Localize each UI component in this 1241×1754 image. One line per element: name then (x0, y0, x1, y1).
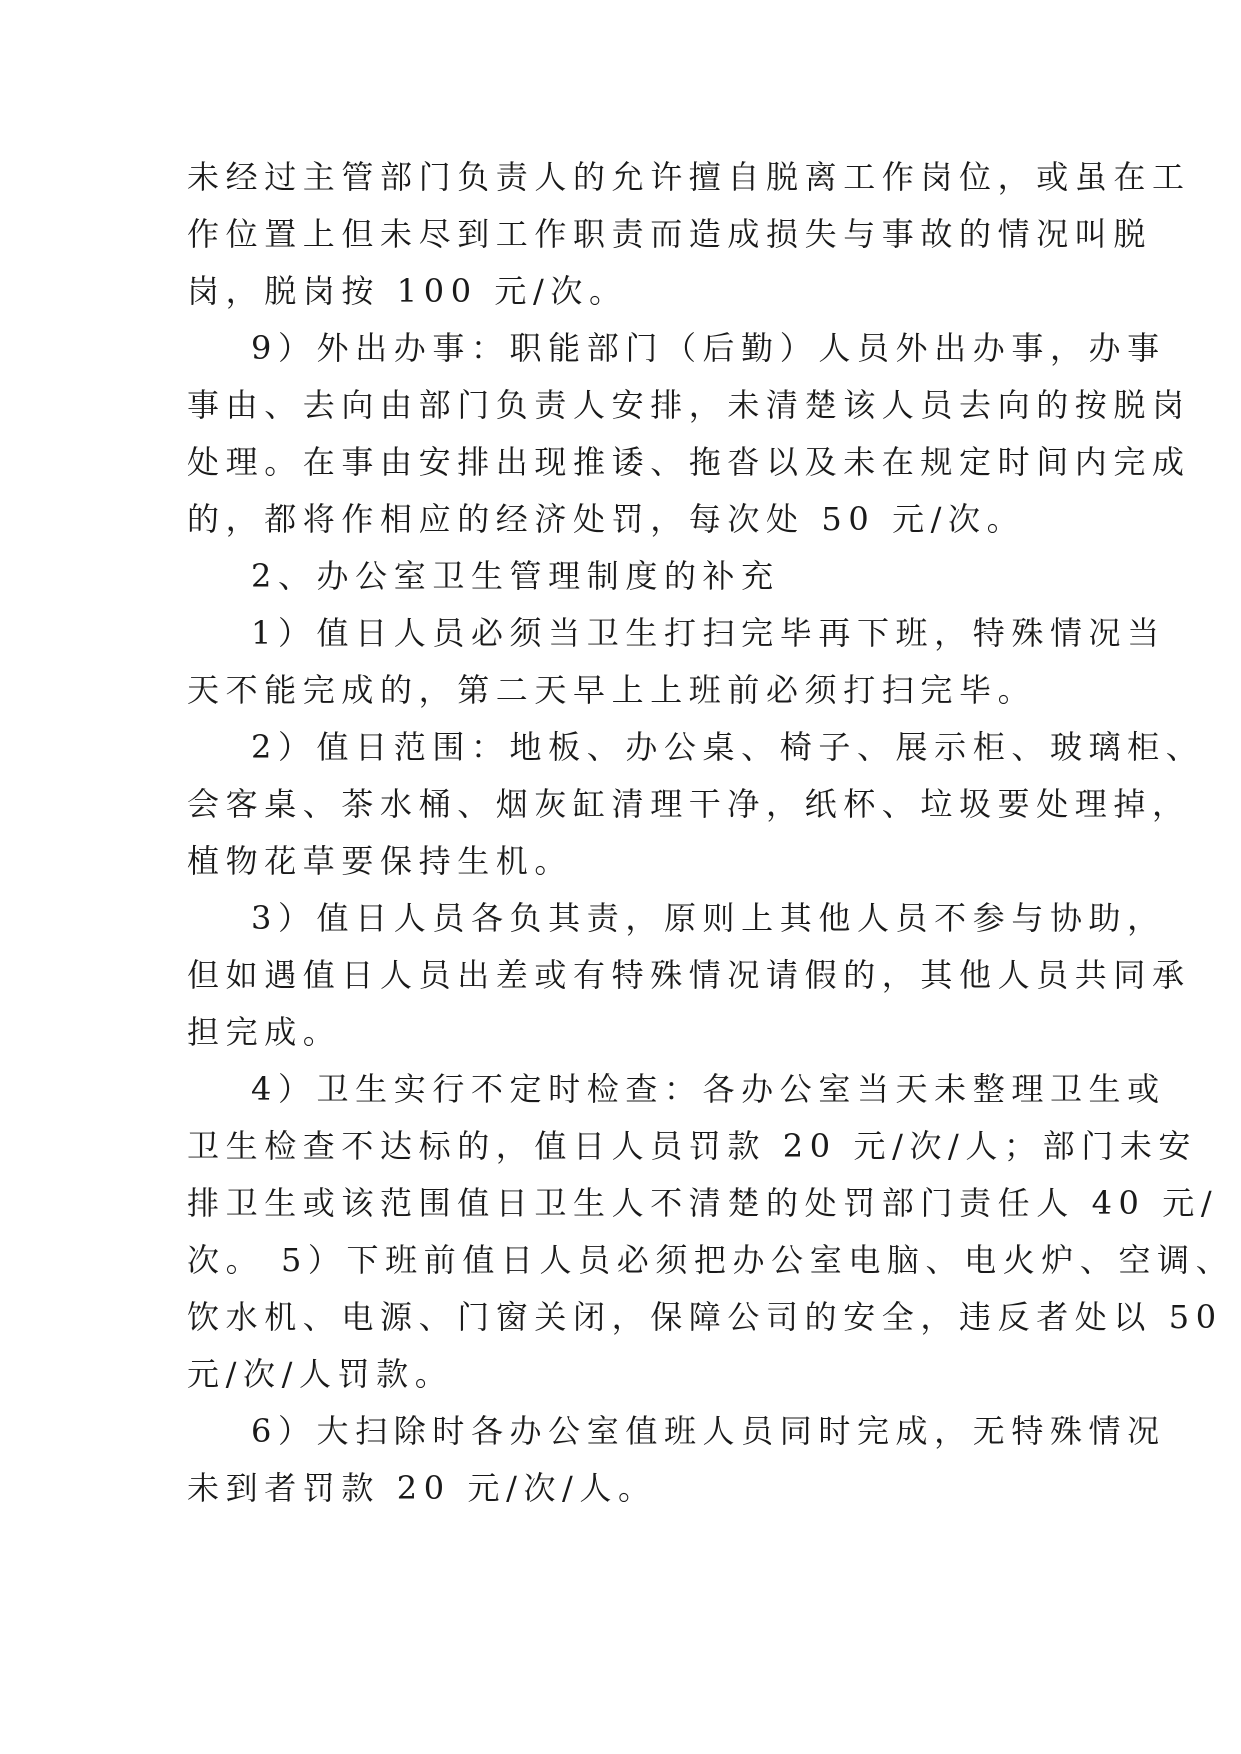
text-line: 2）值日范围：地板、办公桌、椅子、展示柜、玻璃柜、 (251, 728, 1205, 766)
text-line: 卫生检查不达标的，值日人员罚款 20 元/次/人；部门未安 (187, 1127, 1198, 1165)
text-line: 1）值日人员必须当卫生打扫完毕再下班，特殊情况当 (251, 614, 1166, 652)
text-line: 未到者罚款 20 元/次/人。 (187, 1469, 657, 1507)
text-line: 饮水机、电源、门窗关闭，保障公司的安全，违反者处以 50 (187, 1298, 1223, 1336)
text-line: 天不能完成的，第二天早上上班前必须打扫完毕。 (187, 671, 1037, 709)
text-line: 植物花草要保持生机。 (187, 842, 574, 880)
text-line: 9）外出办事：职能部门（后勤）人员外出办事，办事 (251, 329, 1166, 367)
text-line: 会客桌、茶水桶、烟灰缸清理干净，纸杯、垃圾要处理掉， (187, 785, 1191, 823)
text-line: 处理。在事由安排出现推诿、拖沓以及未在规定时间内完成 (187, 443, 1191, 481)
text-line: 排卫生或该范围值日卫生人不清楚的处罚部门责任人 40 元/ (187, 1184, 1219, 1222)
text-line: 担完成。 (187, 1013, 342, 1051)
text-line: 作位置上但未尽到工作职责而造成损失与事故的情况叫脱 (187, 215, 1153, 253)
text-line: 的，都将作相应的经济处罚，每次处 50 元/次。 (187, 500, 1026, 538)
section-heading: 2、办公室卫生管理制度的补充 (251, 557, 780, 595)
text-line: 次。 5）下班前值日人员必须把办公室电脑、电火炉、空调、 (187, 1241, 1235, 1279)
text-line: 6）大扫除时各办公室值班人员同时完成，无特殊情况 (251, 1412, 1166, 1450)
text-line: 3）值日人员各负其责，原则上其他人员不参与协助， (251, 899, 1166, 937)
text-line: 岗，脱岗按 100 元/次。 (187, 272, 628, 310)
text-line: 元/次/人罚款。 (187, 1355, 454, 1393)
text-line: 但如遇值日人员出差或有特殊情况请假的，其他人员共同承 (187, 956, 1191, 994)
text-line: 事由、去向由部门负责人安排，未清楚该人员去向的按脱岗 (187, 386, 1191, 424)
text-line: 4）卫生实行不定时检查：各办公室当天未整理卫生或 (251, 1070, 1166, 1108)
text-line: 未经过主管部门负责人的允许擅自脱离工作岗位，或虽在工 (187, 158, 1191, 196)
